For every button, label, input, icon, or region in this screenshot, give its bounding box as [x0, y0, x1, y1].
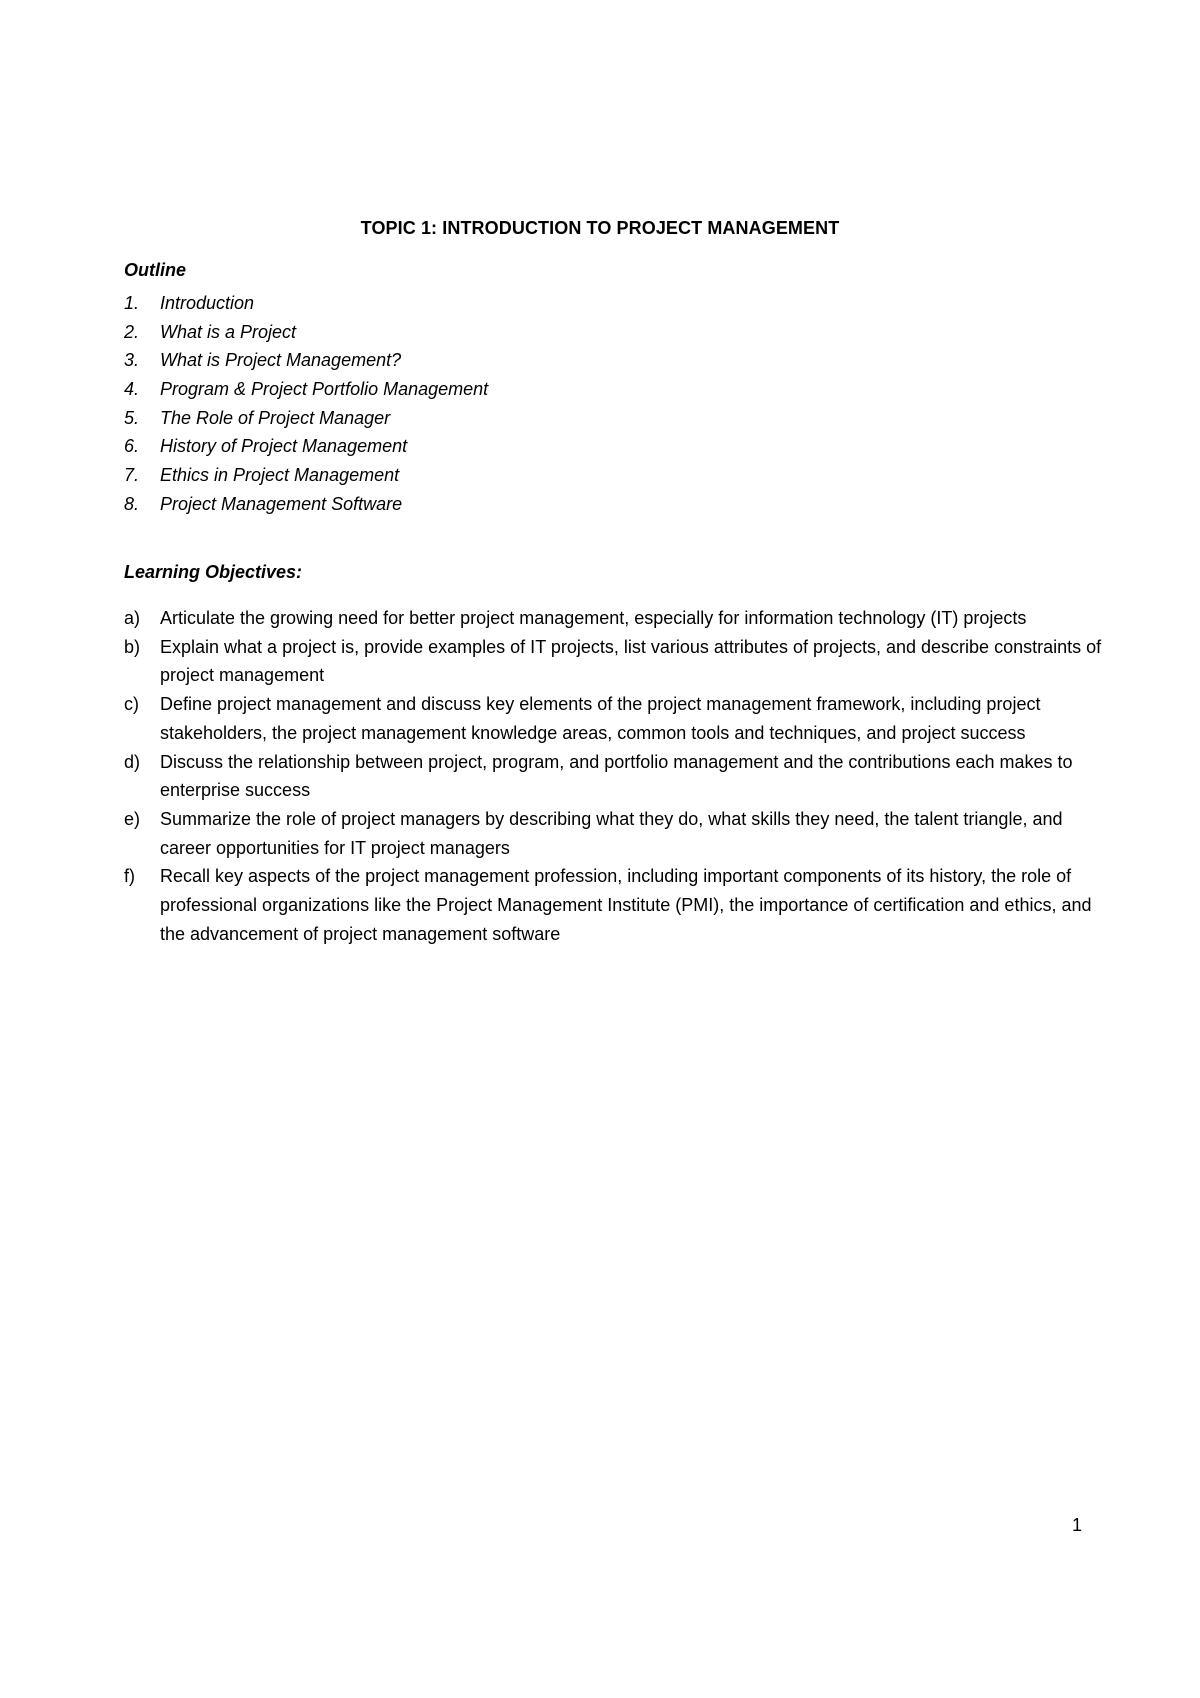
outline-item — [124, 432, 488, 461]
outline-item-text: Ethics in Project Management — [160, 465, 400, 486]
outline-item — [124, 404, 488, 433]
outline-item — [124, 461, 488, 490]
outline-item-number: 4. — [124, 379, 140, 400]
outline-item — [124, 375, 488, 404]
outline-item-number: 7. — [124, 465, 140, 486]
objective-item-text: Recall key aspects of the project management profession, including important components of its history, the role of professional organizations like the Project Management Institute (PMI), the importance of certification and ethics, and the advancement of project management software — [160, 866, 1092, 944]
learning-objectives-heading: Learning Objectives: — [124, 562, 303, 582]
outline-item-number: 6. — [124, 436, 140, 457]
objective-item-text: Discuss the relationship between project, program, and portfolio management and the contributions each makes to enterprise success — [160, 751, 1073, 801]
objective-item-text: Articulate the growing need for better project management, especially for information technology (IT) projects — [160, 608, 1027, 628]
page-number: 1 — [1072, 1515, 1083, 1535]
outline-item-text: Introduction — [160, 293, 255, 313]
outline-item-number: 8. — [124, 493, 140, 514]
outline-item-text: What is Project Management? — [160, 350, 402, 371]
objective-item — [124, 604, 1104, 633]
objective-item-letter: b) — [124, 636, 141, 657]
outline-item — [124, 346, 488, 375]
outline-item — [124, 490, 488, 519]
objective-item-text: Define project management and discuss key elements of the project management framework, including project stakeholders, the project management knowledge areas, common tools and techniques, and project success — [160, 694, 1041, 743]
objective-item-letter: a) — [124, 608, 141, 628]
objective-item-text: Explain what a project is, provide examples of IT projects, list various attributes of projects, and describe constraints of project management — [160, 636, 1102, 686]
outline-item-text: The Role of Project Manager — [160, 407, 391, 428]
objective-item-letter: d) — [124, 751, 141, 772]
objective-item — [124, 633, 1104, 690]
outline-item-number: 5. — [124, 407, 140, 428]
outline-item — [124, 318, 488, 347]
outline-item-text: What is a Project — [160, 321, 297, 342]
objective-item — [124, 805, 1104, 862]
outline-item-number: 1. — [124, 293, 140, 313]
objective-item-letter: c) — [124, 694, 139, 715]
objective-item — [124, 862, 1104, 948]
objective-item-letter: f) — [124, 866, 135, 887]
outline-heading: Outline — [124, 260, 186, 280]
objective-item — [124, 748, 1104, 805]
outline-list — [124, 289, 488, 519]
document-title: TOPIC 1: INTRODUCTION TO PROJECT MANAGEMENT — [360, 218, 840, 238]
outline-item-text: Program & Project Portfolio Management — [160, 379, 489, 400]
learning-objectives-list — [124, 604, 1104, 948]
outline-item-number: 3. — [124, 350, 140, 371]
objective-item-text: Summarize the role of project managers by describing what they do, what skills they need, the talent triangle, and career opportunities for IT project managers — [160, 808, 1063, 858]
outline-item-text: Project Management Software — [160, 493, 403, 514]
objective-item-letter: e) — [124, 808, 141, 829]
objective-item — [124, 690, 1104, 747]
outline-item-text: History of Project Management — [160, 436, 408, 457]
outline-item-number: 2. — [124, 321, 140, 342]
outline-item — [124, 289, 488, 318]
